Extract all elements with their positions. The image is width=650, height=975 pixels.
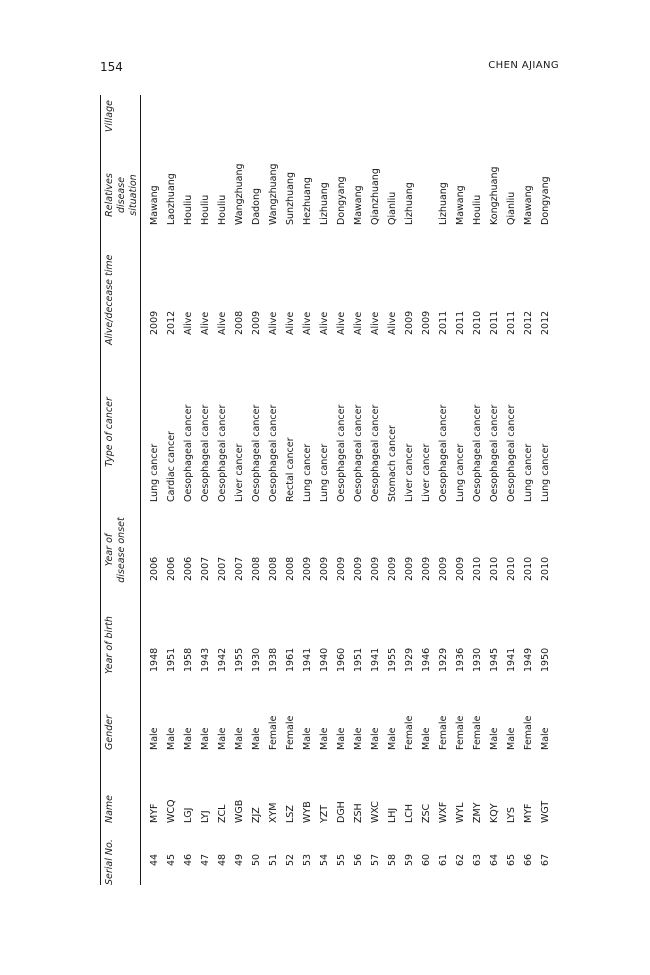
cell-name: WXF	[438, 801, 449, 823]
cell-year-of-birth: 1938	[268, 647, 279, 672]
cell-gender: Male	[251, 727, 262, 750]
cell-gender: Female	[268, 715, 279, 750]
cell-name: XYM	[268, 802, 279, 823]
cell-type-of-cancer: Oesophageal cancer	[183, 404, 194, 502]
cell-year-of-birth: 1960	[336, 647, 347, 672]
cell-alive-decease-time: 2012	[540, 310, 551, 335]
cell-village: Mawang	[455, 185, 466, 225]
cell-year-of-onset: 2009	[438, 556, 449, 581]
cell-alive-decease-time: Alive	[353, 311, 364, 335]
cell-year-of-onset: 2008	[251, 556, 262, 581]
cell-type-of-cancer: Lung cancer	[149, 443, 160, 502]
running-title: CHEN AJIANG	[488, 60, 559, 71]
cell-village: Sunzhuang	[285, 172, 296, 225]
cell-year-of-birth: 1951	[166, 647, 177, 672]
cell-year-of-birth: 1930	[472, 647, 483, 672]
cell-alive-decease-time: 2011	[455, 310, 466, 335]
cell-serial-no: 47	[200, 853, 211, 867]
cell-year-of-onset: 2010	[523, 556, 534, 581]
cancer-cases-table	[100, 95, 560, 885]
cell-alive-decease-time: 2009	[421, 310, 432, 335]
cell-type-of-cancer: Liver cancer	[404, 443, 415, 502]
cell-serial-no: 45	[166, 853, 177, 867]
cell-serial-no: 57	[370, 853, 381, 867]
cell-serial-no: 62	[455, 853, 466, 867]
table-row	[146, 95, 163, 885]
cell-serial-no: 58	[387, 853, 398, 867]
cell-type-of-cancer: Oesophageal cancer	[200, 404, 211, 502]
cell-alive-decease-time: 2010	[472, 310, 483, 335]
cell-type-of-cancer: Oesophageal cancer	[268, 404, 279, 502]
cell-serial-no: 63	[472, 853, 483, 867]
cell-serial-no: 56	[353, 853, 364, 867]
cell-village: Mawang	[149, 185, 160, 225]
table-row	[503, 95, 520, 885]
cell-alive-decease-time: Alive	[183, 311, 194, 335]
cell-type-of-cancer: Oesophageal cancer	[251, 404, 262, 502]
cell-type-of-cancer: Lung cancer	[319, 443, 330, 502]
cell-alive-decease-time: Alive	[387, 311, 398, 335]
cell-alive-decease-time: Alive	[200, 311, 211, 335]
cell-year-of-onset: 2010	[506, 556, 517, 581]
cell-year-of-birth: 1941	[370, 647, 381, 672]
cell-name: ZMY	[472, 802, 483, 823]
table-row	[350, 95, 367, 885]
cell-alive-decease-time: 2011	[438, 310, 449, 335]
cell-serial-no: 65	[506, 853, 517, 867]
cell-year-of-birth: 1945	[489, 647, 500, 672]
cell-gender: Male	[336, 727, 347, 750]
cell-year-of-onset: 2009	[404, 556, 415, 581]
cell-village: Dongyang	[336, 176, 347, 225]
cell-year-of-birth: 1955	[234, 647, 245, 672]
cell-serial-no: 66	[523, 853, 534, 867]
header-gender: Gender	[104, 714, 115, 750]
cell-year-of-birth: 1940	[319, 647, 330, 672]
table-row	[180, 95, 197, 885]
cell-name: KQY	[489, 803, 500, 823]
cell-name: LYJ	[200, 810, 211, 823]
cell-year-of-birth: 1946	[421, 647, 432, 672]
cell-name: WYL	[455, 802, 466, 823]
cell-year-of-birth: 1950	[540, 647, 551, 672]
cell-gender: Male	[506, 727, 517, 750]
cell-serial-no: 44	[149, 853, 160, 867]
cell-type-of-cancer: Oesophageal cancer	[489, 404, 500, 502]
cell-village: Hezhuang	[302, 177, 313, 225]
cell-type-of-cancer: Lung cancer	[540, 443, 551, 502]
cell-village: Qianliu	[506, 191, 517, 225]
cell-gender: Male	[319, 727, 330, 750]
cell-year-of-birth: 1936	[455, 647, 466, 672]
cell-type-of-cancer: Lung cancer	[455, 443, 466, 502]
cell-year-of-birth: 1948	[149, 647, 160, 672]
cell-year-of-onset: 2006	[149, 556, 160, 581]
cell-serial-no: 46	[183, 853, 194, 867]
cell-name: LYS	[506, 807, 517, 823]
table-row	[316, 95, 333, 885]
running-head	[100, 60, 559, 76]
cell-year-of-birth: 1930	[251, 647, 262, 672]
cell-serial-no: 64	[489, 853, 500, 867]
cell-village: Wangzhuang	[268, 163, 279, 225]
cell-year-of-onset: 2009	[302, 556, 313, 581]
cell-name: ZJZ	[251, 807, 262, 823]
table-row	[384, 95, 401, 885]
cell-type-of-cancer: Oesophageal cancer	[472, 404, 483, 502]
cell-name: LSZ	[285, 805, 296, 823]
cell-serial-no: 60	[421, 853, 432, 867]
cell-year-of-onset: 2010	[472, 556, 483, 581]
cell-year-of-onset: 2009	[455, 556, 466, 581]
cell-serial-no: 49	[234, 853, 245, 867]
cell-alive-decease-time: Alive	[217, 311, 228, 335]
cell-village: Dadong	[251, 187, 262, 225]
cell-alive-decease-time: Alive	[268, 311, 279, 335]
cell-type-of-cancer: Liver cancer	[421, 443, 432, 502]
cell-village: Houliu	[200, 194, 211, 225]
cell-alive-decease-time: 2012	[523, 310, 534, 335]
cell-gender: Male	[234, 727, 245, 750]
header-serial-no: Serial No.	[104, 839, 115, 885]
cell-village: Qianliu	[387, 191, 398, 225]
cell-gender: Male	[421, 727, 432, 750]
cell-year-of-onset: 2009	[353, 556, 364, 581]
header-village: Village	[104, 100, 115, 133]
cell-year-of-birth: 1929	[404, 647, 415, 672]
cell-year-of-birth: 1942	[217, 647, 228, 672]
cell-year-of-birth: 1951	[353, 647, 364, 672]
cell-year-of-onset: 2009	[336, 556, 347, 581]
cell-serial-no: 50	[251, 853, 262, 867]
cell-serial-no: 55	[336, 853, 347, 867]
cell-gender: Male	[166, 727, 177, 750]
cell-type-of-cancer: Rectal cancer	[285, 437, 296, 502]
cell-alive-decease-time: Alive	[302, 311, 313, 335]
cell-alive-decease-time: Alive	[319, 311, 330, 335]
cell-village: Kongzhuang	[489, 166, 500, 225]
cell-alive-decease-time: 2009	[404, 310, 415, 335]
cell-type-of-cancer: Lung cancer	[523, 443, 534, 502]
header-year-of-onset: Year of disease onset	[104, 517, 127, 583]
cell-year-of-onset: 2009	[319, 556, 330, 581]
page-number: 154	[100, 60, 123, 74]
table-row	[367, 95, 384, 885]
cell-name: LHJ	[387, 807, 398, 823]
cell-alive-decease-time: Alive	[336, 311, 347, 335]
cell-year-of-onset: 2009	[370, 556, 381, 581]
cell-year-of-birth: 1949	[523, 647, 534, 672]
cell-name: WCQ	[166, 799, 177, 823]
cell-year-of-birth: 1929	[438, 647, 449, 672]
cell-village: Wangzhuang	[234, 163, 245, 225]
cell-type-of-cancer: Oesophageal cancer	[217, 404, 228, 502]
table-row	[469, 95, 486, 885]
cell-year-of-onset: 2007	[217, 556, 228, 581]
cell-name: MYF	[149, 803, 160, 823]
cell-name: MYF	[523, 803, 534, 823]
table-row	[333, 95, 350, 885]
cell-gender: Male	[183, 727, 194, 750]
cell-village: Dongyang	[540, 176, 551, 225]
cell-name: ZCL	[217, 804, 228, 823]
cell-year-of-birth: 1955	[387, 647, 398, 672]
cell-type-of-cancer: Oesophageal cancer	[370, 404, 381, 502]
table-row	[265, 95, 282, 885]
cell-type-of-cancer: Oesophageal cancer	[353, 404, 364, 502]
header-alive-decease-time: Alive/decease time	[104, 254, 115, 345]
cell-year-of-onset: 2006	[183, 556, 194, 581]
cell-gender: Male	[302, 727, 313, 750]
header-name: Name	[104, 794, 115, 823]
cell-gender: Male	[489, 727, 500, 750]
cell-gender: Female	[523, 715, 534, 750]
cell-type-of-cancer: Cardiac cancer	[166, 431, 177, 502]
table-row	[248, 95, 265, 885]
cell-type-of-cancer: Lung cancer	[302, 443, 313, 502]
cell-village: Laozhuang	[166, 173, 177, 225]
cell-name: WXC	[370, 801, 381, 823]
cell-name: ZSC	[421, 803, 432, 823]
cell-serial-no: 54	[319, 853, 330, 867]
cell-village: Qianzhuang	[370, 168, 381, 225]
cell-gender: Male	[149, 727, 160, 750]
cell-year-of-birth: 1961	[285, 647, 296, 672]
cell-gender: Male	[540, 727, 551, 750]
header-type-of-cancer: Type of cancer	[104, 397, 115, 467]
table-row	[452, 95, 469, 885]
cell-serial-no: 48	[217, 853, 228, 867]
cell-name: WYB	[302, 801, 313, 823]
cell-serial-no: 51	[268, 853, 279, 867]
cell-year-of-onset: 2010	[540, 556, 551, 581]
cell-gender: Male	[217, 727, 228, 750]
cell-year-of-onset: 2008	[285, 556, 296, 581]
table-row	[435, 95, 452, 885]
table-row	[299, 95, 316, 885]
cell-year-of-onset: 2009	[421, 556, 432, 581]
table-row	[537, 95, 554, 885]
cell-serial-no: 59	[404, 853, 415, 867]
cell-alive-decease-time: 2009	[149, 310, 160, 335]
cell-alive-decease-time: Alive	[285, 311, 296, 335]
table-header-rule	[140, 95, 141, 885]
cell-gender: Female	[472, 715, 483, 750]
table-row	[231, 95, 248, 885]
cell-alive-decease-time: 2011	[506, 310, 517, 335]
cell-year-of-onset: 2006	[166, 556, 177, 581]
cell-year-of-onset: 2007	[200, 556, 211, 581]
cell-village: Lizhuang	[319, 182, 330, 225]
cell-alive-decease-time: 2011	[489, 310, 500, 335]
cell-alive-decease-time: Alive	[370, 311, 381, 335]
cell-year-of-onset: 2008	[268, 556, 279, 581]
cell-year-of-onset: 2007	[234, 556, 245, 581]
header-relatives-disease: Relatives disease situation	[104, 173, 139, 217]
cell-village: Mawang	[523, 185, 534, 225]
cell-serial-no: 67	[540, 853, 551, 867]
table-body	[146, 95, 556, 885]
cell-year-of-birth: 1958	[183, 647, 194, 672]
table-row	[486, 95, 503, 885]
cell-village: Lizhuang	[404, 182, 415, 225]
cell-name: LGJ	[183, 807, 194, 823]
cell-name: LCH	[404, 803, 415, 823]
cell-village: Houliu	[217, 194, 228, 225]
cell-gender: Male	[370, 727, 381, 750]
cell-gender: Female	[438, 715, 449, 750]
cell-serial-no: 61	[438, 853, 449, 867]
table-row	[401, 95, 418, 885]
cell-gender: Male	[353, 727, 364, 750]
cell-alive-decease-time: 2008	[234, 310, 245, 335]
cell-serial-no: 53	[302, 853, 313, 867]
cell-type-of-cancer: Oesophageal cancer	[336, 404, 347, 502]
cell-village: Houliu	[472, 194, 483, 225]
cell-gender: Female	[455, 715, 466, 750]
cell-gender: Male	[387, 727, 398, 750]
table-row	[163, 95, 180, 885]
cell-name: WGB	[234, 799, 245, 823]
table-row	[197, 95, 214, 885]
cell-village: Houliu	[183, 194, 194, 225]
cell-type-of-cancer: Oesophageal cancer	[506, 404, 517, 502]
cell-serial-no: 52	[285, 853, 296, 867]
header-year-of-birth: Year of birth	[104, 616, 115, 674]
cell-year-of-onset: 2010	[489, 556, 500, 581]
cell-alive-decease-time: 2012	[166, 310, 177, 335]
cell-name: DGH	[336, 801, 347, 823]
cell-name: ZSH	[353, 803, 364, 823]
table-header-row	[100, 95, 140, 885]
table-row	[418, 95, 435, 885]
cell-type-of-cancer: Oesophageal cancer	[438, 404, 449, 502]
table-row	[520, 95, 537, 885]
cell-year-of-birth: 1943	[200, 647, 211, 672]
cell-gender: Female	[285, 715, 296, 750]
cell-year-of-birth: 1941	[302, 647, 313, 672]
cell-type-of-cancer: Stomach cancer	[387, 425, 398, 502]
cell-gender: Male	[200, 727, 211, 750]
cell-village: Mawang	[353, 185, 364, 225]
cell-type-of-cancer: Liver cancer	[234, 443, 245, 502]
cell-year-of-birth: 1941	[506, 647, 517, 672]
cell-gender: Female	[404, 715, 415, 750]
table-row	[214, 95, 231, 885]
cell-name: YZT	[319, 804, 330, 823]
cell-alive-decease-time: 2009	[251, 310, 262, 335]
cell-village: Lizhuang	[438, 182, 449, 225]
cell-year-of-onset: 2009	[387, 556, 398, 581]
cell-name: WGT	[540, 800, 551, 823]
table-row	[282, 95, 299, 885]
